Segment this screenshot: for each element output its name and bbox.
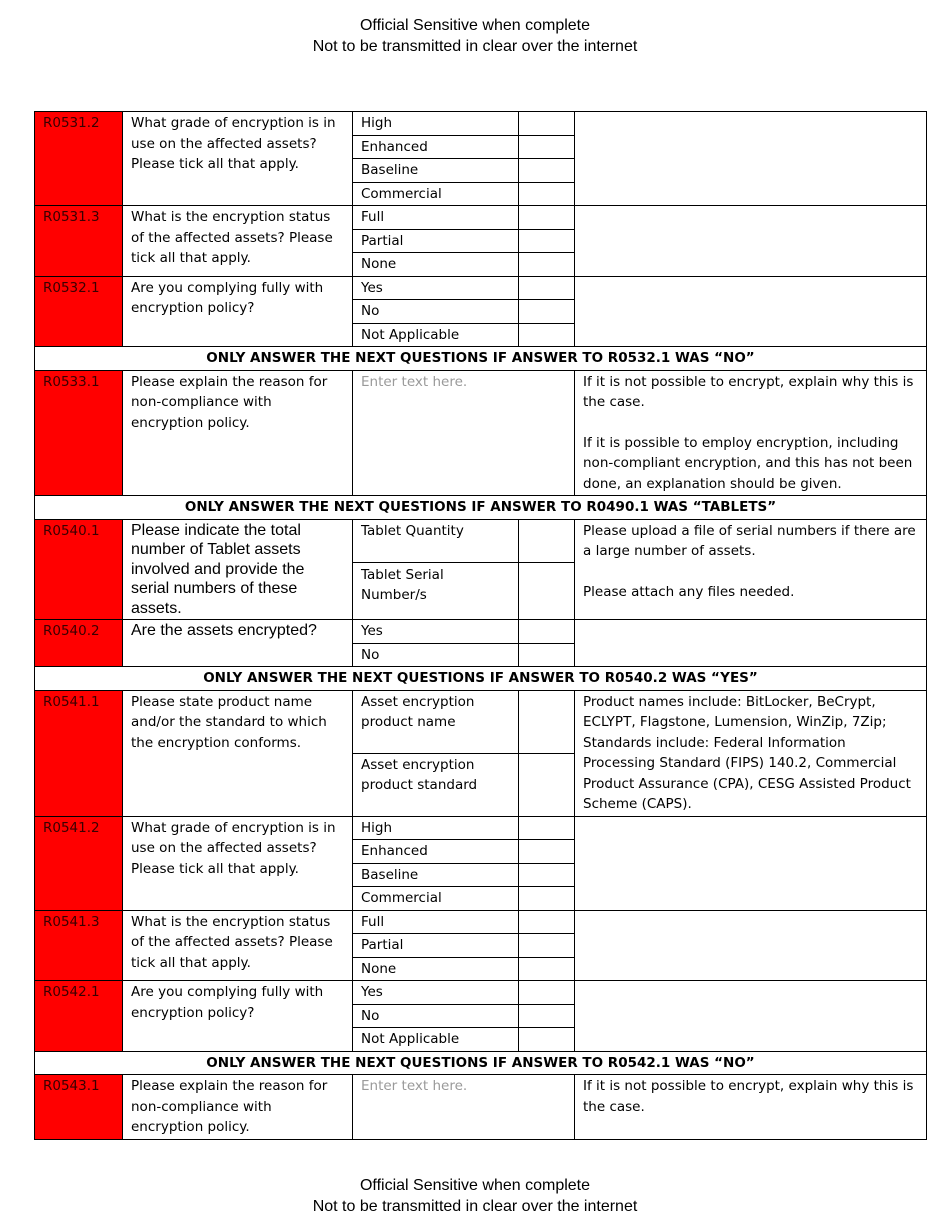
- footer-line-2: Not to be transmitted in clear over the internet: [312, 1198, 638, 1215]
- option-label: None: [353, 253, 519, 277]
- table-row: [35, 276, 927, 300]
- option-label: None: [353, 957, 519, 981]
- quantity-input[interactable]: [519, 519, 575, 562]
- table-row: [35, 620, 927, 644]
- table-row: [35, 667, 927, 691]
- footer-marking: [0, 1175, 950, 1217]
- placeholder-text: Enter text here.: [361, 373, 468, 390]
- question-ref: R0541.2: [35, 816, 123, 910]
- tick-box[interactable]: [519, 816, 575, 840]
- option-label: Commercial: [353, 887, 519, 911]
- question-text: Please state product name and/or the standard to which the encryption conforms.: [123, 690, 353, 816]
- question-text: Are you complying fully with encryption policy?: [123, 276, 353, 347]
- answer-text-field[interactable]: [353, 370, 575, 496]
- guidance-text: If it is not possible to encrypt, explain why this is the case.: [575, 1075, 927, 1140]
- question-text: What is the encryption status of the affected assets? Please tick all that apply.: [123, 910, 353, 981]
- option-label: High: [353, 112, 519, 136]
- conditional-banner: ONLY ANSWER THE NEXT QUESTIONS IF ANSWER TO R0532.1 WAS “NO”: [35, 347, 927, 371]
- option-label: Baseline: [353, 863, 519, 887]
- option-label: No: [353, 300, 519, 324]
- question-ref: R0540.1: [35, 519, 123, 620]
- footer-line-1: Official Sensitive when complete: [359, 1177, 591, 1194]
- tick-box[interactable]: [519, 135, 575, 159]
- guidance-cell: [575, 981, 927, 1052]
- question-ref: R0531.2: [35, 112, 123, 206]
- guidance-text: If it is not possible to encrypt, explain why this is the case.: [583, 373, 914, 410]
- placeholder-text: Enter text here.: [361, 1078, 468, 1094]
- option-label: Enhanced: [353, 135, 519, 159]
- tick-box[interactable]: [519, 159, 575, 183]
- option-label: Yes: [353, 620, 519, 644]
- tick-box[interactable]: [519, 957, 575, 981]
- tick-box[interactable]: [519, 620, 575, 644]
- encryption-questions-table: [34, 111, 927, 1140]
- table-row: [35, 910, 927, 934]
- question-text: Please indicate the total number of Tablet assets involved and provide the serial numbers of these assets.: [123, 519, 353, 620]
- option-label: Enhanced: [353, 840, 519, 864]
- conditional-banner: ONLY ANSWER THE NEXT QUESTIONS IF ANSWER TO R0542.1 WAS “NO”: [35, 1051, 927, 1075]
- serial-number-input[interactable]: [519, 562, 575, 620]
- table-row: [35, 347, 927, 371]
- tick-box[interactable]: [519, 229, 575, 253]
- guidance-text: Please upload a file of serial numbers if there are a large number of assets.: [583, 522, 916, 559]
- tick-box[interactable]: [519, 840, 575, 864]
- question-ref: R0543.1: [35, 1075, 123, 1140]
- tick-box[interactable]: [519, 643, 575, 667]
- tick-box[interactable]: [519, 1004, 575, 1028]
- tick-box[interactable]: [519, 1028, 575, 1052]
- question-text: Please explain the reason for non-compliance with encryption policy.: [123, 370, 353, 496]
- question-ref: R0531.3: [35, 206, 123, 277]
- option-label: Commercial: [353, 182, 519, 206]
- question-text: What grade of encryption is in use on the affected assets? Please tick all that apply.: [123, 112, 353, 206]
- guidance-cell: [575, 112, 927, 206]
- table-row: [35, 1075, 927, 1140]
- option-label: Not Applicable: [353, 1028, 519, 1052]
- field-label: Asset encryption product standard: [353, 753, 519, 816]
- guidance-cell: [575, 816, 927, 910]
- guidance-cell: [575, 519, 927, 620]
- guidance-cell: [575, 206, 927, 277]
- header-marking: [0, 15, 950, 57]
- option-label: No: [353, 1004, 519, 1028]
- conditional-banner: ONLY ANSWER THE NEXT QUESTIONS IF ANSWER TO R0540.2 WAS “YES”: [35, 667, 927, 691]
- tick-box[interactable]: [519, 206, 575, 230]
- tick-box[interactable]: [519, 253, 575, 277]
- tick-box[interactable]: [519, 276, 575, 300]
- product-standard-input[interactable]: [519, 753, 575, 816]
- option-label: Yes: [353, 981, 519, 1005]
- table-row: [35, 519, 927, 562]
- field-label: Tablet Quantity: [353, 519, 519, 562]
- tick-box[interactable]: [519, 182, 575, 206]
- option-label: Yes: [353, 276, 519, 300]
- tick-box[interactable]: [519, 934, 575, 958]
- question-ref: R0541.1: [35, 690, 123, 816]
- option-label: Full: [353, 910, 519, 934]
- table-row: [35, 981, 927, 1005]
- tick-box[interactable]: [519, 910, 575, 934]
- guidance-text: If it is possible to employ encryption, including non-compliant encryption, and this has not been done, an explanation should be given.: [583, 434, 913, 492]
- option-label: No: [353, 643, 519, 667]
- tick-box[interactable]: [519, 863, 575, 887]
- header-line-1: Official Sensitive when complete: [359, 17, 591, 34]
- guidance-text: Product names include: BitLocker, BeCrypt, ECLYPT, Flagstone, Lumension, WinZip, 7Zip; Standards include: Federal Information Processing Standard (FIPS) 140.2, Commercial Product Assurance (CPA), CESG Assisted Product Scheme (CAPS).: [575, 690, 927, 816]
- option-label: Partial: [353, 229, 519, 253]
- tick-box[interactable]: [519, 300, 575, 324]
- option-label: Full: [353, 206, 519, 230]
- question-text: Please explain the reason for non-compliance with encryption policy.: [123, 1075, 353, 1140]
- table-row: [35, 496, 927, 520]
- tick-box[interactable]: [519, 981, 575, 1005]
- question-text: What is the encryption status of the affected assets? Please tick all that apply.: [123, 206, 353, 277]
- answer-text-field[interactable]: [353, 1075, 575, 1140]
- question-ref: R0532.1: [35, 276, 123, 347]
- question-text: What grade of encryption is in use on the affected assets? Please tick all that apply.: [123, 816, 353, 910]
- header-line-2: Not to be transmitted in clear over the internet: [312, 38, 638, 55]
- product-name-input[interactable]: [519, 690, 575, 753]
- table-row: [35, 816, 927, 840]
- tick-box[interactable]: [519, 887, 575, 911]
- table-row: [35, 370, 927, 496]
- question-ref: R0540.2: [35, 620, 123, 667]
- option-label: High: [353, 816, 519, 840]
- guidance-cell: [575, 910, 927, 981]
- question-ref: R0542.1: [35, 981, 123, 1052]
- question-text: Are the assets encrypted?: [123, 620, 353, 667]
- table-row: [35, 690, 927, 753]
- conditional-banner: ONLY ANSWER THE NEXT QUESTIONS IF ANSWER TO R0490.1 WAS “TABLETS”: [35, 496, 927, 520]
- tick-box[interactable]: [519, 323, 575, 347]
- option-label: Not Applicable: [353, 323, 519, 347]
- question-ref: R0541.3: [35, 910, 123, 981]
- guidance-cell: [575, 370, 927, 496]
- table-row: [35, 206, 927, 230]
- question-ref: R0533.1: [35, 370, 123, 496]
- field-label: Tablet Serial Number/s: [353, 562, 519, 620]
- option-label: Baseline: [353, 159, 519, 183]
- guidance-cell: [575, 620, 927, 667]
- guidance-cell: [575, 276, 927, 347]
- option-label: Partial: [353, 934, 519, 958]
- guidance-text: Please attach any files needed.: [583, 583, 795, 600]
- tick-box[interactable]: [519, 112, 575, 136]
- question-text: Are you complying fully with encryption policy?: [123, 981, 353, 1052]
- table-row: [35, 112, 927, 136]
- field-label: Asset encryption product name: [353, 690, 519, 753]
- table-row: [35, 1051, 927, 1075]
